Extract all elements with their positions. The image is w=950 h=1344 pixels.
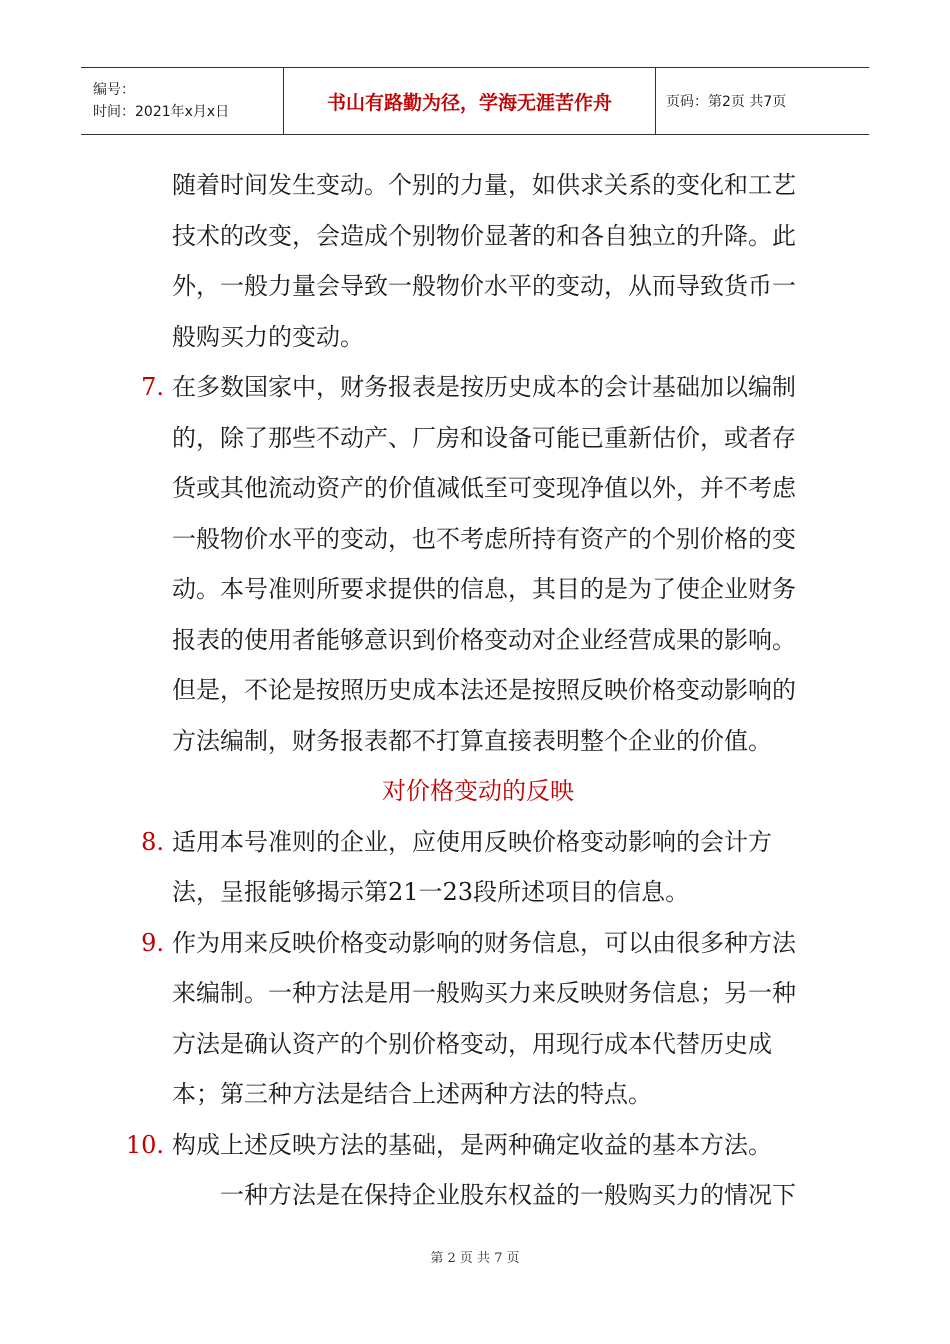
paragraph-line	[118, 1069, 838, 1120]
header-motto	[283, 68, 656, 134]
date-label: 时间：2021年x月x日	[93, 104, 230, 120]
line-text: 本；第三种方法是结合上述两种方法的特点。	[172, 1080, 652, 1108]
line-text: 法，呈报能够揭示第21一23段所述项目的信息。	[172, 878, 690, 906]
header-page-info	[656, 68, 869, 134]
line-text: 方法编制，财务报表都不打算直接表明整个企业的价值。	[172, 726, 772, 755]
header-info	[81, 68, 283, 134]
paragraph-line	[118, 312, 838, 363]
line-text: 外，一般力量会导致一般物价水平的变动，从而导致货币一	[172, 272, 796, 300]
page-footer	[0, 1247, 950, 1266]
line-text: 一般物价水平的变动，也不考虑所持有资产的个别价格的变	[172, 524, 796, 553]
item-number: 10.	[125, 1130, 164, 1159]
line-text: 方法是确认资产的个别价格变动，用现行成本代替历史成	[172, 1029, 772, 1058]
section-heading: 对价格变动的反映	[382, 777, 574, 805]
paragraph-line	[118, 615, 838, 666]
line-text: 货或其他流动资产的价值减低至可变现净值以外，并不考虑	[172, 474, 796, 502]
line-text: 在多数国家中，财务报表是按历史成本的会计基础加以编制	[172, 373, 796, 401]
line-text: 动。本号准则所要求提供的信息，其目的是为了使企业财务	[172, 575, 796, 603]
paragraph-line	[118, 160, 838, 211]
paragraph-line	[118, 413, 838, 464]
line-text: 一种方法是在保持企业股东权益的一般购买力的情况下	[220, 1181, 796, 1209]
paragraph-line	[118, 211, 838, 262]
item-number: 8.	[141, 827, 164, 856]
paragraph-line	[118, 1170, 838, 1221]
document-header	[81, 67, 869, 135]
paragraph-line	[118, 665, 838, 716]
paragraph-line	[118, 362, 838, 413]
paragraph-line	[118, 514, 838, 565]
paragraph-line	[118, 1019, 838, 1070]
item-number: 9.	[141, 928, 164, 957]
motto-text: 书山有路勤为径，学海无涯苦作舟	[326, 91, 612, 114]
paragraph-line	[118, 261, 838, 312]
item-number: 7.	[141, 373, 164, 401]
line-text: 作为用来反映价格变动影响的财务信息，可以由很多种方法	[172, 928, 796, 957]
paragraph-line	[118, 968, 838, 1019]
paragraph-line	[118, 1120, 838, 1171]
document-body	[118, 160, 838, 1221]
line-text: 报表的使用者能够意识到价格变动对企业经营成果的影响。	[172, 625, 796, 654]
serial-number-label: 编号：	[93, 82, 135, 98]
line-text: 技术的改变，会造成个别物价显著的和各自独立的升降。此	[172, 221, 796, 250]
paragraph-line	[118, 463, 838, 514]
paragraph-line	[118, 716, 838, 767]
line-text: 随着时间发生变动。个别的力量，如供求关系的变化和工艺	[172, 171, 796, 199]
paragraph-line	[118, 867, 838, 918]
line-text: 来编制。一种方法是用一般购买力来反映财务信息；另一种	[172, 979, 796, 1007]
line-text: 的，除了那些不动产、厂房和设备可能已重新估价，或者存	[172, 423, 796, 452]
paragraph-line	[118, 918, 838, 969]
line-text: 构成上述反映方法的基础，是两种确定收益的基本方法。	[172, 1130, 772, 1159]
page-number-label: 页码：第2页 共7页	[666, 94, 787, 110]
line-text: 但是，不论是按照历史成本法还是按照反映价格变动影响的	[172, 676, 796, 704]
line-text: 般购买力的变动。	[172, 322, 364, 351]
paragraph-line	[118, 817, 838, 868]
line-text: 适用本号准则的企业，应使用反映价格变动影响的会计方	[172, 827, 772, 856]
paragraph-line	[118, 564, 838, 615]
footer-page-number: 第 2 页 共 7 页	[430, 1251, 520, 1266]
